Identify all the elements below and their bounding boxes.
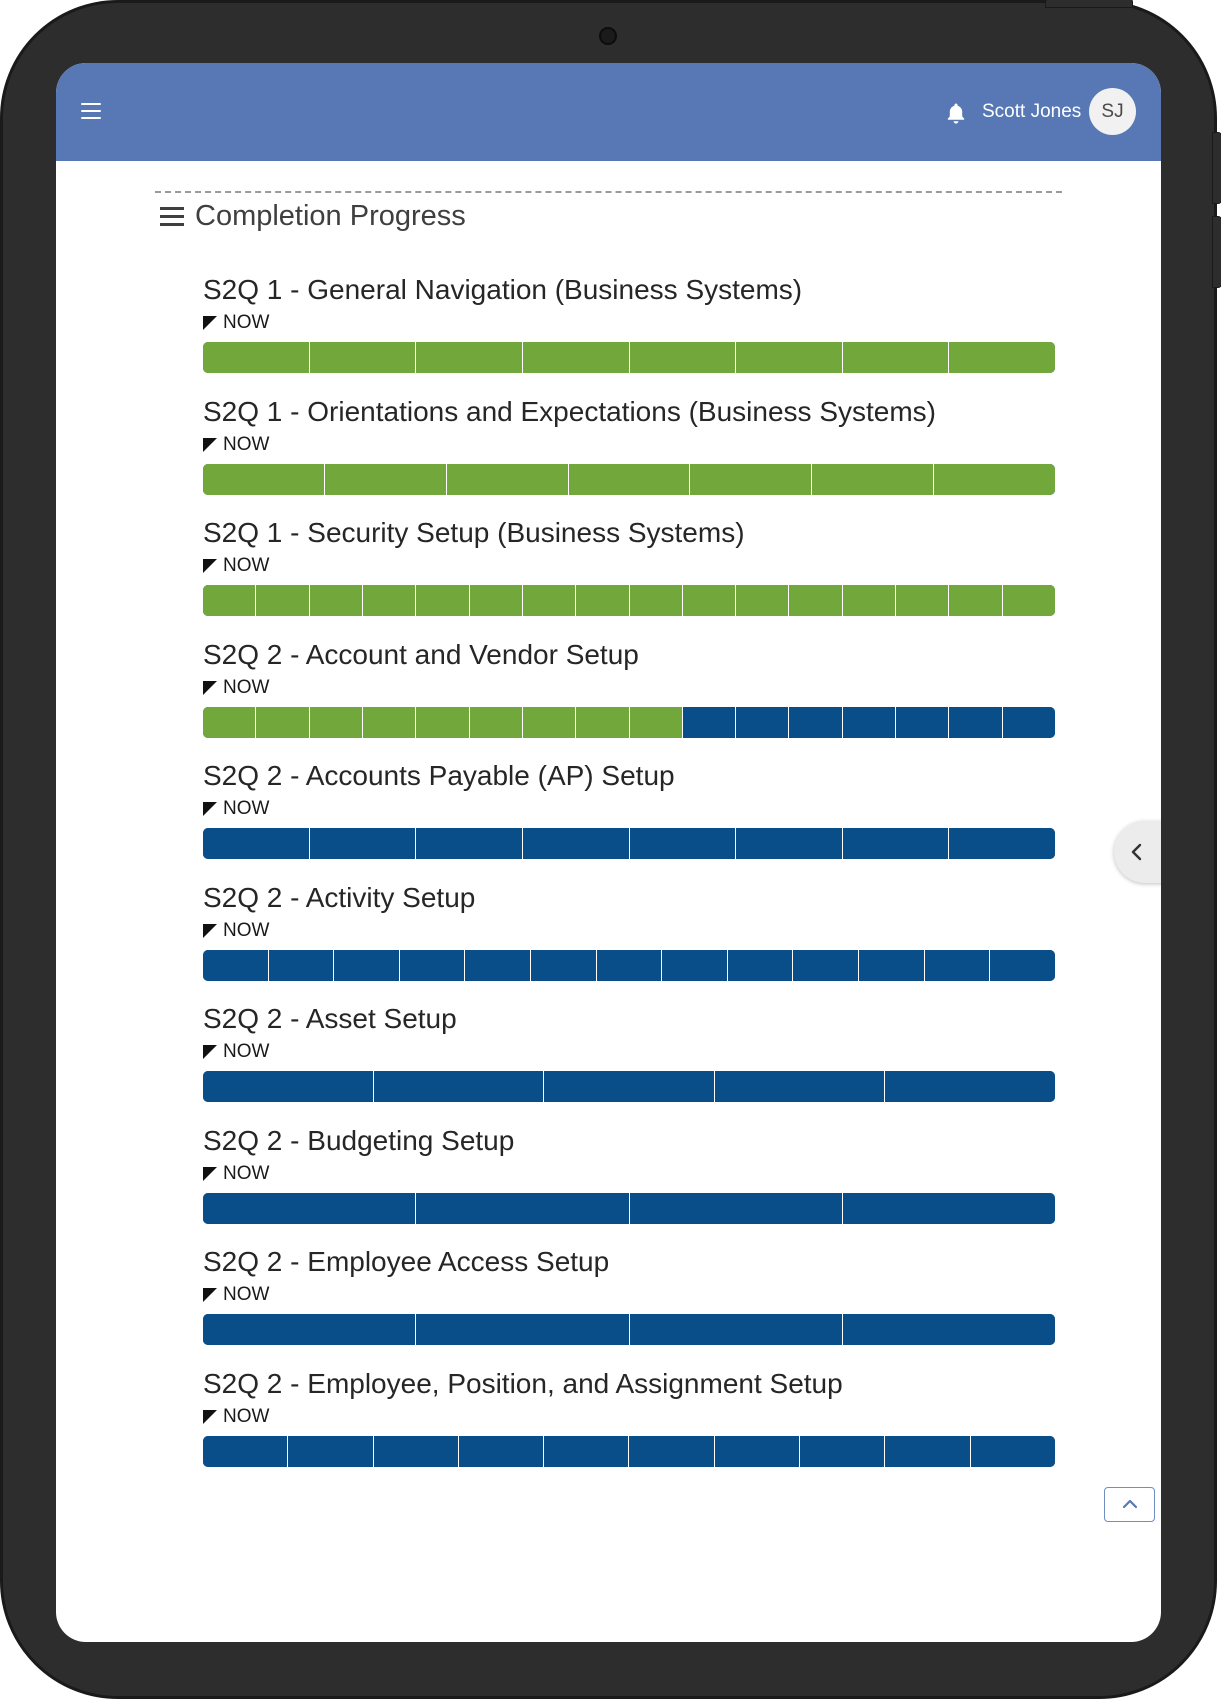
status-label [203,1284,269,1306]
progress-step-complete[interactable] [736,585,789,616]
progress-item-title[interactable]: S2Q 2 - Employee, Position, and Assignment Setup [203,1367,843,1399]
progress-item-title[interactable]: S2Q 2 - Employee Access Setup [203,1246,610,1277]
progress-step-complete[interactable] [736,342,843,373]
progress-item-title[interactable]: S2Q 1 - General Navigation (Business Systems) [203,274,803,305]
progress-step-complete[interactable] [447,464,569,495]
status-label [203,798,269,820]
volume-up-button [1212,132,1221,204]
progress-step-complete[interactable] [310,707,363,738]
scroll-to-top-button[interactable] [1104,1487,1155,1522]
volume-down-button [1212,216,1221,288]
progress-step-incomplete[interactable] [728,950,794,981]
progress-bar [203,1071,1055,1102]
progress-step-incomplete[interactable] [843,1314,1055,1345]
corner-flag-icon [203,559,217,573]
status-text: NOW [223,312,270,333]
progress-step-incomplete[interactable] [896,707,949,738]
progress-step-incomplete[interactable] [416,828,523,859]
status-text: NOW [223,1284,270,1305]
progress-step-complete[interactable] [256,707,309,738]
app-screen [56,63,1161,1642]
progress-bar [203,1436,1055,1467]
progress-item-title[interactable]: S2Q 2 - Account and Vendor Setup [203,638,639,670]
progress-step-complete[interactable] [569,464,691,495]
corner-flag-icon [203,1410,217,1424]
progress-step-incomplete[interactable] [459,1436,544,1467]
progress-item [203,274,1055,396]
progress-step-complete[interactable] [949,585,1002,616]
progress-step-incomplete[interactable] [374,1436,459,1467]
progress-item [203,517,1055,639]
progress-bar [203,950,1055,981]
progress-step-complete[interactable] [576,707,629,738]
progress-bar [203,1193,1055,1224]
status-label [203,1406,269,1428]
progress-step-complete[interactable] [523,342,630,373]
progress-step-incomplete[interactable] [949,707,1002,738]
progress-item [203,760,1055,882]
progress-step-incomplete[interactable] [203,1314,416,1345]
progress-step-incomplete[interactable] [736,828,843,859]
corner-flag-icon [203,802,217,816]
progress-step-incomplete[interactable] [715,1071,886,1102]
progress-step-incomplete[interactable] [662,950,728,981]
progress-step-incomplete[interactable] [544,1436,629,1467]
page-title: Completion Progress [195,200,466,232]
power-button [1045,0,1133,8]
progress-item [203,882,1055,1004]
corner-flag-icon [203,1045,217,1059]
status-label [203,1163,269,1185]
status-text: NOW [223,1405,270,1427]
progress-step-incomplete[interactable] [630,828,737,859]
progress-step-complete[interactable] [203,342,310,373]
progress-step-incomplete[interactable] [1003,707,1055,738]
progress-step-complete[interactable] [416,342,523,373]
progress-step-incomplete[interactable] [203,1436,288,1467]
progress-step-incomplete[interactable] [203,828,310,859]
progress-step-incomplete[interactable] [885,1071,1055,1102]
progress-step-incomplete[interactable] [334,950,400,981]
status-label [203,434,269,456]
progress-step-incomplete[interactable] [859,950,925,981]
progress-step-incomplete[interactable] [269,950,335,981]
status-label [203,1041,269,1063]
progress-step-incomplete[interactable] [629,1436,714,1467]
status-label [203,677,269,699]
progress-item-title[interactable]: S2Q 2 - Accounts Payable (AP) Setup [203,760,675,791]
progress-step-incomplete[interactable] [203,1193,416,1224]
progress-item-title[interactable]: S2Q 2 - Asset Setup [203,1003,457,1034]
progress-step-incomplete[interactable] [400,950,466,981]
progress-step-incomplete[interactable] [789,707,842,738]
progress-step-incomplete[interactable] [925,950,991,981]
progress-bar [203,707,1055,738]
progress-step-complete[interactable] [470,707,523,738]
progress-step-complete[interactable] [843,342,950,373]
progress-step-incomplete[interactable] [971,1436,1055,1467]
status-label [203,312,269,334]
progress-step-complete[interactable] [523,585,576,616]
progress-step-complete[interactable] [949,342,1055,373]
progress-step-incomplete[interactable] [683,707,736,738]
progress-item [203,1003,1055,1125]
corner-flag-icon [203,1167,217,1181]
progress-step-incomplete[interactable] [843,707,896,738]
progress-step-incomplete[interactable] [990,950,1055,981]
progress-step-complete[interactable] [256,585,309,616]
progress-step-complete[interactable] [789,585,842,616]
progress-step-incomplete[interactable] [203,950,269,981]
side-panel-toggle[interactable] [1114,821,1161,883]
progress-step-incomplete[interactable] [465,950,531,981]
progress-step-complete[interactable] [812,464,934,495]
progress-step-incomplete[interactable] [288,1436,373,1467]
section-divider [155,191,1062,193]
progress-step-incomplete[interactable] [630,1193,843,1224]
status-text: NOW [223,1162,270,1184]
progress-step-incomplete[interactable] [715,1436,800,1467]
progress-step-complete[interactable] [1003,585,1055,616]
progress-step-incomplete[interactable] [597,950,663,981]
progress-step-incomplete[interactable] [949,828,1055,859]
corner-flag-icon [203,924,217,938]
chevron-left-icon [1129,842,1145,862]
progress-step-incomplete[interactable] [416,1193,629,1224]
progress-item-title[interactable]: S2Q 1 - Orientations and Expectations (Business Systems) [203,395,936,427]
progress-step-complete[interactable] [523,707,576,738]
progress-step-incomplete[interactable] [523,828,630,859]
progress-step-incomplete[interactable] [793,950,859,981]
progress-step-incomplete[interactable] [843,1193,1055,1224]
progress-step-incomplete[interactable] [843,828,950,859]
status-label [203,555,269,577]
avatar[interactable]: SJ [1089,88,1136,135]
progress-step-complete[interactable] [416,707,469,738]
progress-step-complete[interactable] [896,585,949,616]
list-icon [160,207,184,227]
status-text: NOW [223,798,270,819]
corner-flag-icon [203,438,217,452]
progress-step-complete[interactable] [203,464,325,495]
status-text: NOW [223,1041,270,1062]
progress-bar [203,828,1055,859]
progress-step-complete[interactable] [690,464,812,495]
progress-step-complete[interactable] [630,707,683,738]
progress-step-complete[interactable] [843,585,896,616]
progress-item-title[interactable]: S2Q 1 - Security Setup (Business Systems) [203,517,745,548]
progress-item [203,396,1055,518]
corner-flag-icon [203,316,217,330]
status-text: NOW [223,676,270,698]
progress-step-complete[interactable] [325,464,447,495]
corner-flag-icon [203,681,217,695]
progress-step-complete[interactable] [203,585,256,616]
progress-bar [203,585,1055,616]
user-name[interactable]: Scott Jones [982,101,1082,122]
hamburger-icon[interactable] [81,103,101,119]
progress-step-incomplete[interactable] [531,950,597,981]
progress-step-complete[interactable] [576,585,629,616]
bell-icon[interactable] [944,101,968,125]
status-text: NOW [223,555,270,576]
progress-step-complete[interactable] [416,585,469,616]
progress-item-title[interactable]: S2Q 2 - Budgeting Setup [203,1124,515,1156]
progress-step-incomplete[interactable] [374,1071,545,1102]
status-label [203,920,269,942]
progress-step-incomplete[interactable] [736,707,789,738]
section-header [160,200,466,233]
progress-item [203,1368,1055,1490]
progress-step-incomplete[interactable] [544,1071,715,1102]
progress-bar [203,342,1055,373]
progress-step-incomplete[interactable] [630,1314,843,1345]
status-text: NOW [223,919,270,941]
progress-bar [203,1314,1055,1345]
progress-item [203,1246,1055,1368]
progress-list [203,274,1055,1489]
progress-step-incomplete[interactable] [416,1314,629,1345]
progress-step-complete[interactable] [630,342,737,373]
top-bar [56,63,1161,161]
status-text: NOW [223,433,270,455]
progress-step-complete[interactable] [363,585,416,616]
progress-step-complete[interactable] [683,585,736,616]
progress-step-complete[interactable] [310,585,363,616]
progress-step-incomplete[interactable] [885,1436,970,1467]
progress-step-incomplete[interactable] [800,1436,885,1467]
corner-flag-icon [203,1288,217,1302]
progress-step-incomplete[interactable] [203,1071,374,1102]
progress-bar [203,464,1055,495]
progress-step-complete[interactable] [934,464,1055,495]
progress-step-complete[interactable] [310,342,417,373]
progress-item-title[interactable]: S2Q 2 - Activity Setup [203,881,476,913]
progress-step-incomplete[interactable] [310,828,417,859]
camera [599,27,617,45]
progress-step-complete[interactable] [470,585,523,616]
progress-step-complete[interactable] [363,707,416,738]
progress-step-complete[interactable] [630,585,683,616]
progress-item [203,1125,1055,1247]
progress-item [203,639,1055,761]
chevron-up-icon [1121,1497,1139,1511]
progress-step-complete[interactable] [203,707,256,738]
